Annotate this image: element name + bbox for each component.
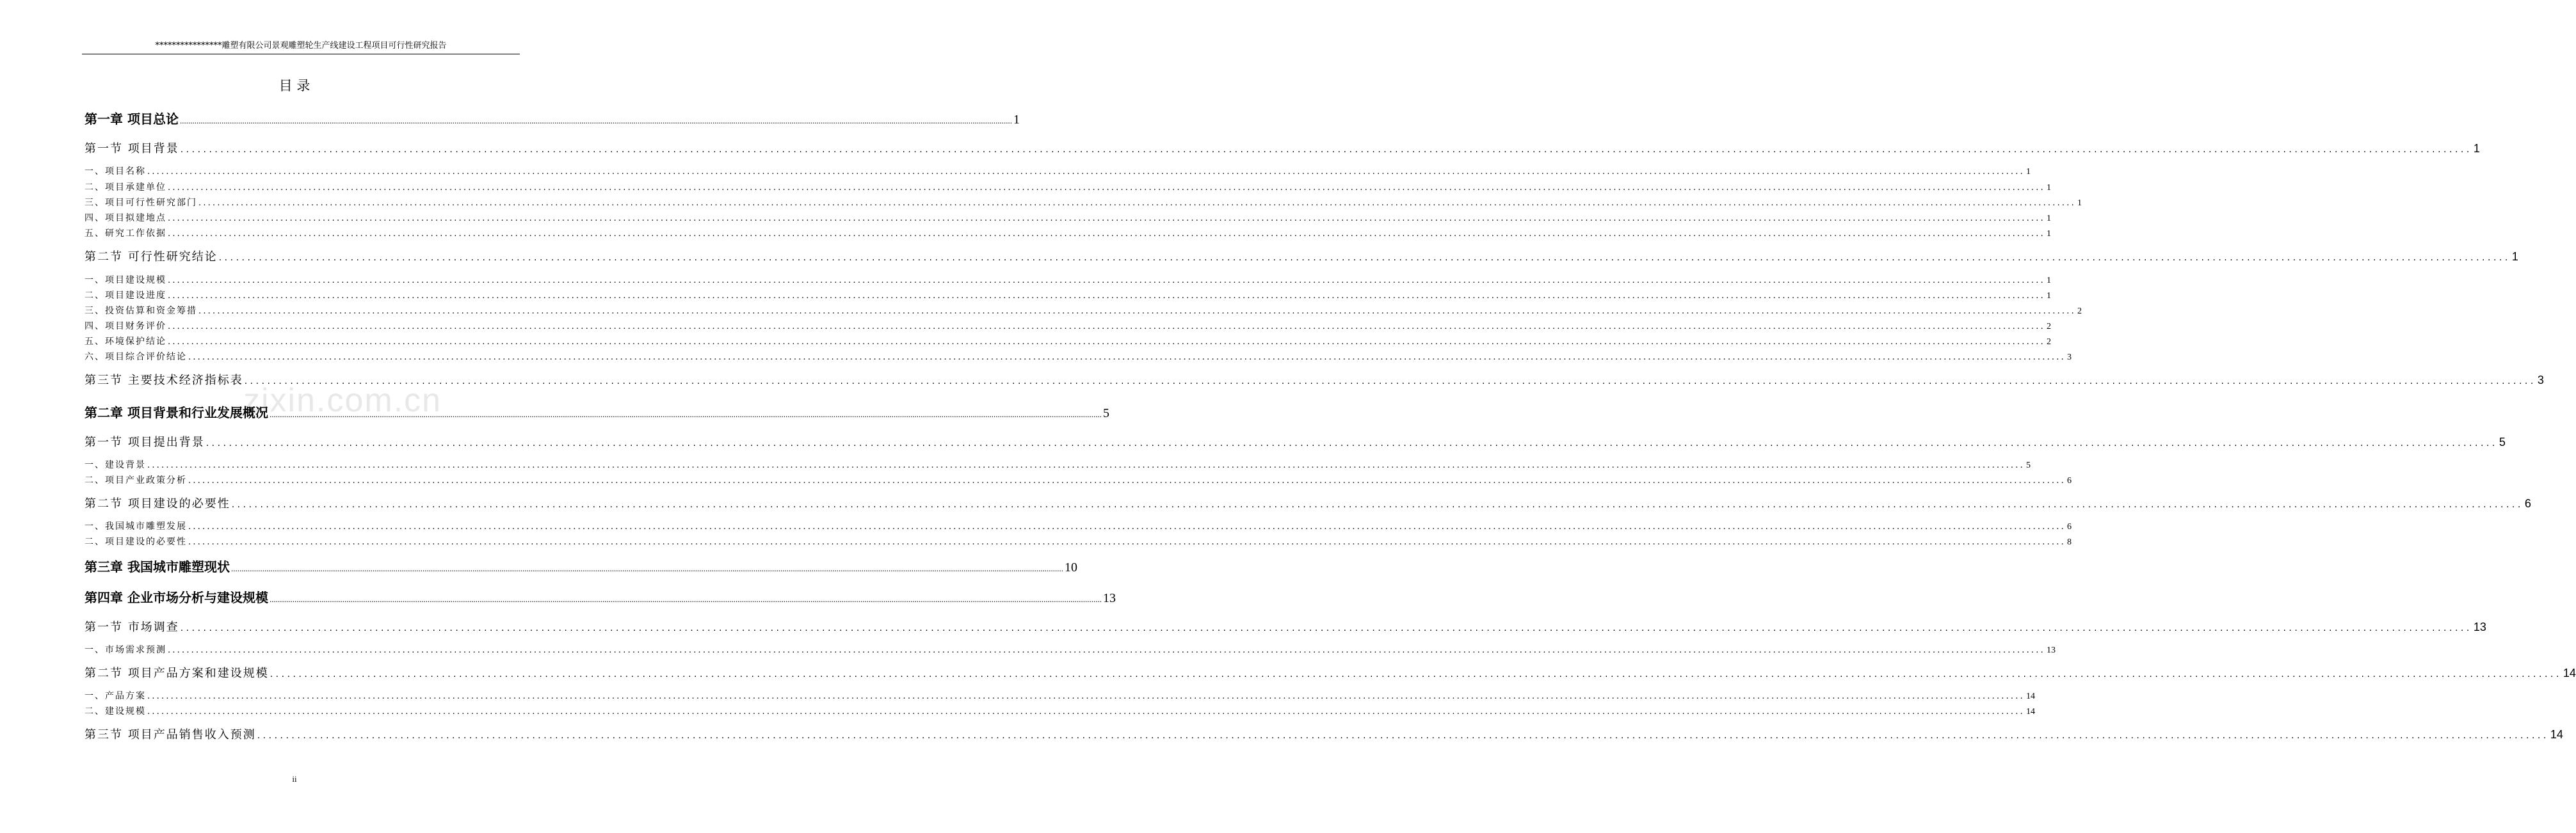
toc-entry-page-number: 13	[2046, 646, 2056, 655]
toc-item-entry[interactable]	[85, 273, 2051, 286]
toc-entry-page-number: 1	[2046, 276, 2051, 285]
toc-entry-label: 二、项目建设的必要性	[85, 537, 187, 547]
dot-leader: ................................................................................................................................................................................................................................................................................................................................................................................................................	[188, 476, 2066, 486]
dot-leader: ................................................................................................................................................................................................................................................................................................................................................................................................................	[168, 322, 2045, 331]
toc-entry-label: 三、项目可行性研究部门	[85, 198, 197, 208]
dot-leader: ................................................................................................................................................................................................................................................................................................................................................................................................................	[198, 198, 2076, 208]
toc-entry-label: 第二章 项目背景和行业发展概况	[85, 405, 268, 420]
dot-leader: ................................................................................................................................................................................................................................................................................................................................................................................................................	[168, 214, 2045, 223]
toc-section-entry[interactable]	[85, 726, 2563, 742]
toc-entry-label: 四、项目拟建地点	[85, 213, 166, 223]
toc-entry-page-number: 1	[2511, 250, 2518, 263]
toc-item-entry[interactable]	[85, 643, 2056, 656]
toc-entry-label: 二、建设规模	[85, 706, 146, 717]
toc-entry-page-number: 5	[2025, 461, 2031, 470]
running-header: ****************雕塑有限公司景观雕塑轮生产线建设工程项目可行性研究报告	[155, 41, 447, 51]
toc-entry-label: 第一节 市场调查	[85, 621, 179, 634]
dot-leader: ................................................................................................................................................................................................................................................................................................................................................................................................................	[269, 594, 1102, 604]
page-number: ii	[292, 774, 297, 784]
dot-leader: ................................................................................................................................................................................................................................................................................................................................................................................................................	[147, 692, 2025, 701]
toc-section-entry[interactable]	[85, 664, 2576, 681]
dot-leader: ................................................................................................................................................................................................................................................................................................................................................................................................................	[188, 353, 2066, 362]
toc-entry-label: 一、我国城市雕塑发展	[85, 521, 187, 532]
toc-entry-page-number: 6	[2524, 497, 2531, 510]
toc-item-entry[interactable]	[85, 473, 2072, 486]
toc-item-entry[interactable]	[85, 196, 2082, 209]
toc-item-entry[interactable]	[85, 180, 2051, 193]
dot-leader: ................................................................................................................................................................................................................................................................................................................................................................................................................	[168, 337, 2045, 347]
toc-section-entry[interactable]	[85, 495, 2531, 511]
toc-entry-label: 第二节 项目产品方案和建设规模	[85, 667, 269, 680]
toc-entry-page-number: 1	[2046, 214, 2051, 223]
toc-entry-page-number: 1	[2025, 167, 2031, 177]
toc-entry-label: 第一节 项目背景	[85, 142, 179, 155]
dot-leader: ................................................................................................................................................................................................................................................................................................................................................................................................................	[147, 167, 2025, 177]
watermark: zixin.com.cn	[243, 382, 442, 419]
toc-title: 目 录	[278, 78, 310, 93]
dot-leader: ................................................................................................................................................................................................................................................................................................................................................................................................................	[168, 229, 2045, 239]
toc-item-entry[interactable]	[85, 535, 2072, 548]
toc-entry-label: 第一章 项目总论	[85, 111, 179, 127]
toc-entry-page-number: 8	[2066, 537, 2072, 547]
toc-section-entry[interactable]	[85, 248, 2518, 264]
toc-entry-label: 三、投资估算和资金筹措	[85, 306, 197, 316]
dot-leader: ................................................................................................................................................................................................................................................................................................................................................................................................................	[168, 183, 2045, 193]
toc-entry-label: 第一节 项目提出背景	[85, 436, 205, 449]
dot-leader: ................................................................................................................................................................................................................................................................................................................................................................................................................	[198, 306, 2076, 316]
toc-chapter-entry[interactable]	[85, 402, 1109, 422]
dot-leader: ................................................................................................................................................................................................................................................................................................................................................................................................................	[270, 669, 2562, 679]
dot-leader: ................................................................................................................................................................................................................................................................................................................................................................................................................	[179, 116, 1012, 125]
toc-entry-label: 二、项目产业政策分析	[85, 475, 187, 486]
toc-entry-page-number: 2	[2077, 306, 2082, 316]
toc-entry-page-number: 1	[1013, 113, 1020, 127]
toc-entry-page-number: 3	[2066, 353, 2072, 362]
toc-entry-page-number: 2	[2046, 337, 2051, 347]
toc-entry-label: 第二节 可行性研究结论	[85, 250, 218, 264]
toc-entry-page-number: 5	[2499, 436, 2506, 448]
toc-entry-label: 一、市场需求预测	[85, 645, 166, 655]
toc-chapter-entry[interactable]	[85, 587, 1116, 607]
toc-item-entry[interactable]	[85, 458, 2031, 471]
toc-item-entry[interactable]	[85, 704, 2035, 717]
toc-entry-label: 一、建设背景	[85, 460, 146, 470]
toc-entry-page-number: 14	[2550, 728, 2563, 741]
toc-chapter-entry[interactable]	[85, 557, 1077, 576]
toc-entry-page-number: 1	[2473, 142, 2480, 155]
toc-entry-page-number: 6	[2066, 522, 2072, 532]
toc-chapter-entry[interactable]	[85, 109, 1020, 128]
toc-entry-page-number: 1	[2046, 291, 2051, 301]
dot-leader: ................................................................................................................................................................................................................................................................................................................................................................................................................	[168, 646, 2045, 655]
toc-entry-page-number: 1	[2046, 229, 2051, 239]
toc-entry-page-number: 14	[2563, 667, 2576, 679]
dot-leader: ................................................................................................................................................................................................................................................................................................................................................................................................................	[231, 500, 2524, 510]
toc-entry-label: 第三节 项目产品销售收入预测	[85, 728, 256, 742]
toc-entry-page-number: 6	[2066, 476, 2072, 486]
toc-entry-label: 一、产品方案	[85, 691, 146, 701]
toc-entry-page-number: 1	[2046, 183, 2051, 193]
dot-leader: ................................................................................................................................................................................................................................................................................................................................................................................................................	[205, 438, 2498, 448]
dot-leader: ................................................................................................................................................................................................................................................................................................................................................................................................................	[188, 537, 2066, 547]
toc-section-entry[interactable]	[85, 618, 2486, 635]
dot-leader: ................................................................................................................................................................................................................................................................................................................................................................................................................	[218, 253, 2511, 263]
toc-entry-page-number: 14	[2025, 707, 2035, 717]
toc-entry-label: 一、项目名称	[85, 166, 146, 177]
toc-section-entry[interactable]	[85, 139, 2480, 156]
toc-item-entry[interactable]	[85, 211, 2051, 224]
dot-leader: ................................................................................................................................................................................................................................................................................................................................................................................................................	[168, 276, 2045, 285]
toc-entry-label: 第二节 项目建设的必要性	[85, 497, 230, 511]
dot-leader: ................................................................................................................................................................................................................................................................................................................................................................................................................	[147, 707, 2025, 717]
toc-section-entry[interactable]	[85, 371, 2544, 388]
toc-item-entry[interactable]	[85, 689, 2035, 702]
toc-item-entry[interactable]	[85, 226, 2051, 239]
dot-leader: ................................................................................................................................................................................................................................................................................................................................................................................................................	[180, 623, 2472, 633]
dot-leader: ................................................................................................................................................................................................................................................................................................................................................................................................................	[168, 291, 2045, 301]
dot-leader: ................................................................................................................................................................................................................................................................................................................................................................................................................	[147, 461, 2025, 470]
toc-entry-label: 第三节 主要技术经济指标表	[85, 374, 243, 387]
toc-entry-label: 六、项目综合评价结论	[85, 352, 187, 362]
dot-leader: ................................................................................................................................................................................................................................................................................................................................................................................................................	[244, 376, 2536, 386]
toc-entry-page-number: 5	[1102, 406, 1109, 420]
toc-item-entry[interactable]	[85, 520, 2072, 532]
toc-entry-label: 第三章 我国城市雕塑现状	[85, 559, 230, 575]
dot-leader: ................................................................................................................................................................................................................................................................................................................................................................................................................	[230, 564, 1063, 573]
toc-item-entry[interactable]	[85, 304, 2082, 317]
toc-entry-label: 五、研究工作依据	[85, 228, 166, 239]
toc-entry-page-number: 10	[1064, 560, 1077, 575]
toc-entry-page-number: 14	[2025, 692, 2035, 701]
dot-leader: ................................................................................................................................................................................................................................................................................................................................................................................................................	[188, 522, 2066, 532]
toc-entry-label: 第四章 企业市场分析与建设规模	[85, 590, 268, 605]
dot-leader: ................................................................................................................................................................................................................................................................................................................................................................................................................	[180, 145, 2472, 155]
toc-entry-label: 一、项目建设规模	[85, 275, 166, 285]
toc-entry-page-number: 2	[2046, 322, 2051, 331]
toc-entry-label: 二、项目承建单位	[85, 182, 166, 193]
toc-item-entry[interactable]	[85, 335, 2051, 347]
toc-entry-page-number: 13	[2473, 621, 2486, 633]
dot-leader: ................................................................................................................................................................................................................................................................................................................................................................................................................	[257, 731, 2549, 741]
toc-entry-page-number: 13	[1102, 591, 1116, 605]
toc-section-entry[interactable]	[85, 433, 2506, 450]
toc-item-entry[interactable]	[85, 350, 2072, 363]
toc-entry-page-number: 1	[2077, 198, 2082, 208]
toc-item-entry[interactable]	[85, 164, 2031, 177]
toc-item-entry[interactable]	[85, 289, 2051, 301]
dot-leader: ................................................................................................................................................................................................................................................................................................................................................................................................................	[269, 409, 1102, 419]
toc-entry-page-number: 3	[2537, 374, 2544, 386]
toc-entry-label: 二、项目建设进度	[85, 290, 166, 301]
toc-item-entry[interactable]	[85, 319, 2051, 332]
toc-entry-label: 五、环境保护结论	[85, 337, 166, 347]
toc-entry-label: 四、项目财务评价	[85, 321, 166, 331]
